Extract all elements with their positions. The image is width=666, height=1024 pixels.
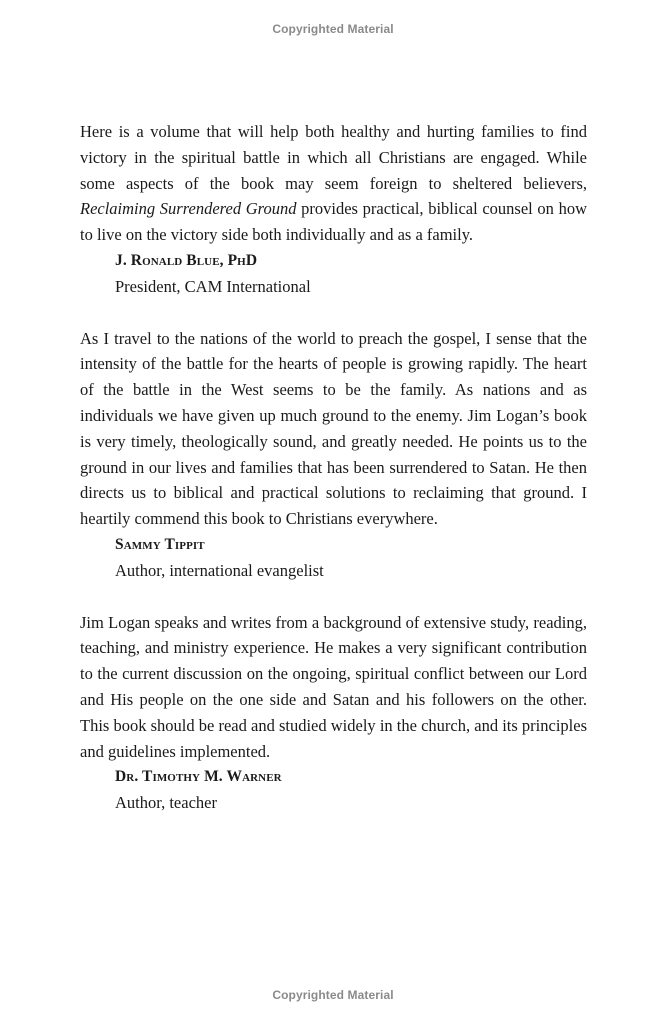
endorsement-quote: As I travel to the nations of the world to preach the gospel, I sense that the intensity of the battle for the hearts of people is growing rapidly. The heart of the battle in the West seems to be the family. As nations and as individuals we have given up much ground to the enemy. Jim Logan’s book is very timely, theologically sound, and greatly needed. He points us to the ground in our lives and families that has been surrendered to Satan. He then directs us to biblical and practical solutions to reclaiming that ground. I heartily commend this book to Christians everywhere. [80, 328, 587, 529]
endorsement-blue [80, 119, 587, 300]
endorser-role: Author, teacher [115, 793, 217, 813]
endorsements-section [80, 119, 587, 842]
copyright-watermark-top: Copyrighted Material [272, 22, 394, 36]
endorser-name: J. Ronald Blue, PhD [115, 251, 258, 269]
endorsement-quote [80, 119, 587, 248]
endorser-role: President, CAM International [115, 276, 311, 296]
endorser-name: Sammy Tippit [115, 535, 205, 553]
endorser-role: Author, international evangelist [115, 560, 324, 580]
endorsement-tippit [80, 326, 587, 584]
book-title: Reclaiming Surrendered Ground [80, 199, 297, 219]
quote-text-after: provides practical, biblical counsel on how to live on the victory side both individually and as a family. [80, 199, 587, 245]
endorser-name: Dr. Timothy M. Warner [115, 768, 282, 786]
endorsement-warner [80, 610, 587, 816]
copyright-watermark-bottom: Copyrighted Material [272, 988, 394, 1002]
endorsement-quote: Jim Logan speaks and writes from a background of extensive study, reading, teaching, and ministry experience. He makes a very significant contribution to the current discussion on the ongoing, spiritual conflict between our Lord and His people on the one side and Satan and his followers on the other. This book should be read and studied widely in the church, and its principles and guidelines implemented. [80, 612, 587, 761]
quote-text-before: Here is a volume that will help both healthy and hurting families to find victory in the spiritual battle in which all Christians are engaged. While some aspects of the book may seem foreign to sheltered believers, [80, 122, 587, 193]
